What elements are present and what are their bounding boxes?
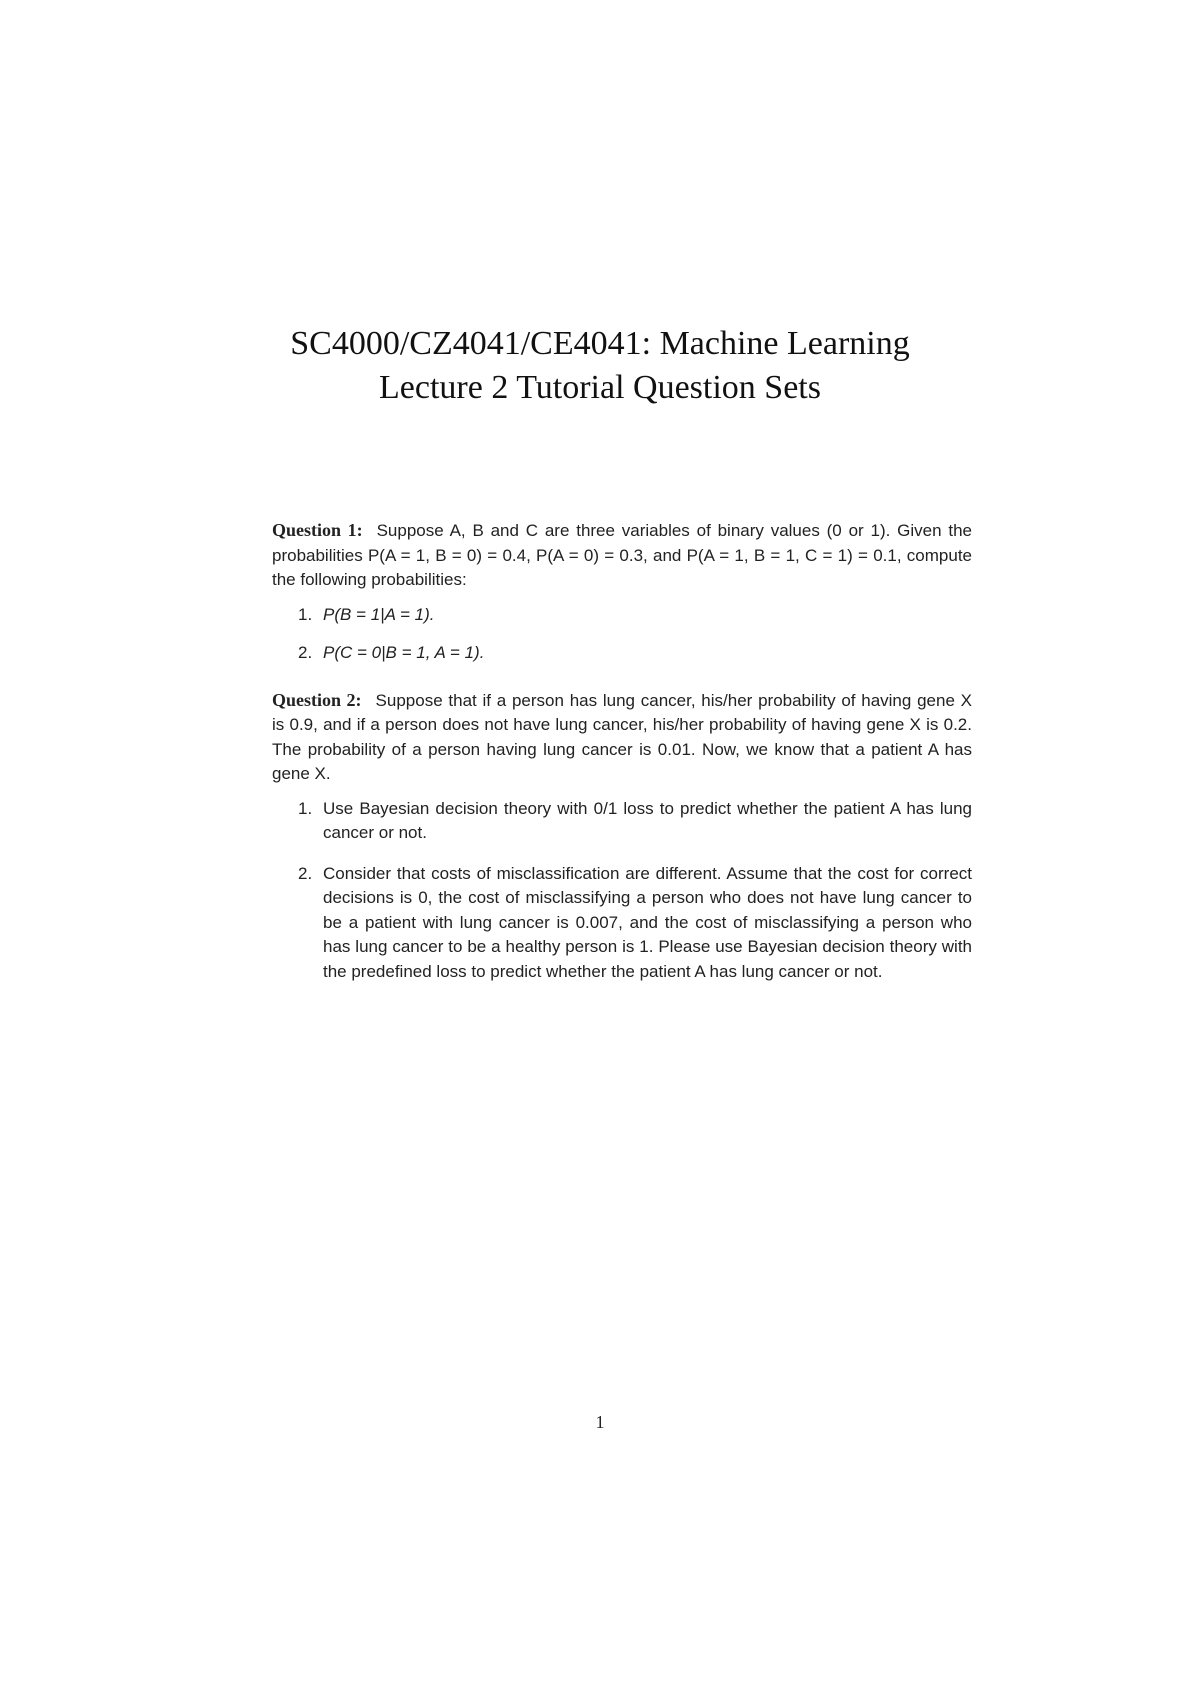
- question-2-label: Question 2:: [272, 689, 362, 710]
- question-2-paragraph: [272, 688, 972, 787]
- question-1-text: Suppose A, B and C are three variables of binary values (0 or 1). Given the probabilities P(A = 1, B = 0) = 0.4, P(A = 0) = 0.3, and P(A = 1, B = 1, C = 1) = 0.1, compute the following probabilities:: [272, 521, 972, 589]
- list-item: [298, 862, 972, 985]
- question-2-list: [272, 797, 972, 985]
- list-item: [298, 641, 972, 666]
- list-item-number: 1.: [298, 798, 313, 818]
- title-line-course: SC4000/CZ4041/CE4041: Machine Learning: [290, 325, 910, 362]
- list-item-text: P(B = 1|A = 1).: [323, 604, 435, 624]
- question-1-list: [272, 603, 972, 666]
- list-item: [298, 603, 972, 628]
- page-number: 1: [595, 1412, 605, 1432]
- list-item-text: P(C = 0|B = 1, A = 1).: [323, 643, 485, 662]
- question-1-label: Question 1:: [272, 520, 363, 540]
- title-line-lecture: Lecture 2 Tutorial Question Sets: [379, 369, 821, 406]
- document-title: [0, 322, 1200, 410]
- list-item-number: 2.: [298, 863, 313, 883]
- list-item-text: Use Bayesian decision theory with 0/1 loss to predict whether the patient A has lung cancer or not.: [323, 798, 972, 842]
- question-1-paragraph: [272, 518, 972, 593]
- list-item: [298, 797, 972, 846]
- list-item-text: Consider that costs of misclassification are different. Assume that the cost for correct decisions is 0, the cost of misclassifying a person who does not have lung cancer to be a patient with lung cancer is 0.007, and the cost of misclassifying a person who has lung cancer to be a healthy person is 1. Please use Bayesian decision theory with the predefined loss to predict whether the patient A has lung cancer or not.: [323, 863, 972, 981]
- list-item-number: 2.: [298, 643, 313, 662]
- question-1: [272, 518, 972, 666]
- list-item-number: 1.: [298, 604, 313, 624]
- question-2: [272, 688, 972, 985]
- document-body: [272, 518, 972, 1006]
- question-2-text: Suppose that if a person has lung cancer, his/her probability of having gene X is 0.9, and if a person does not have lung cancer, his/her probability of having gene X is 0.2. The probability of a person having lung cancer is 0.01. Now, we know that a patient A has gene X.: [272, 690, 973, 783]
